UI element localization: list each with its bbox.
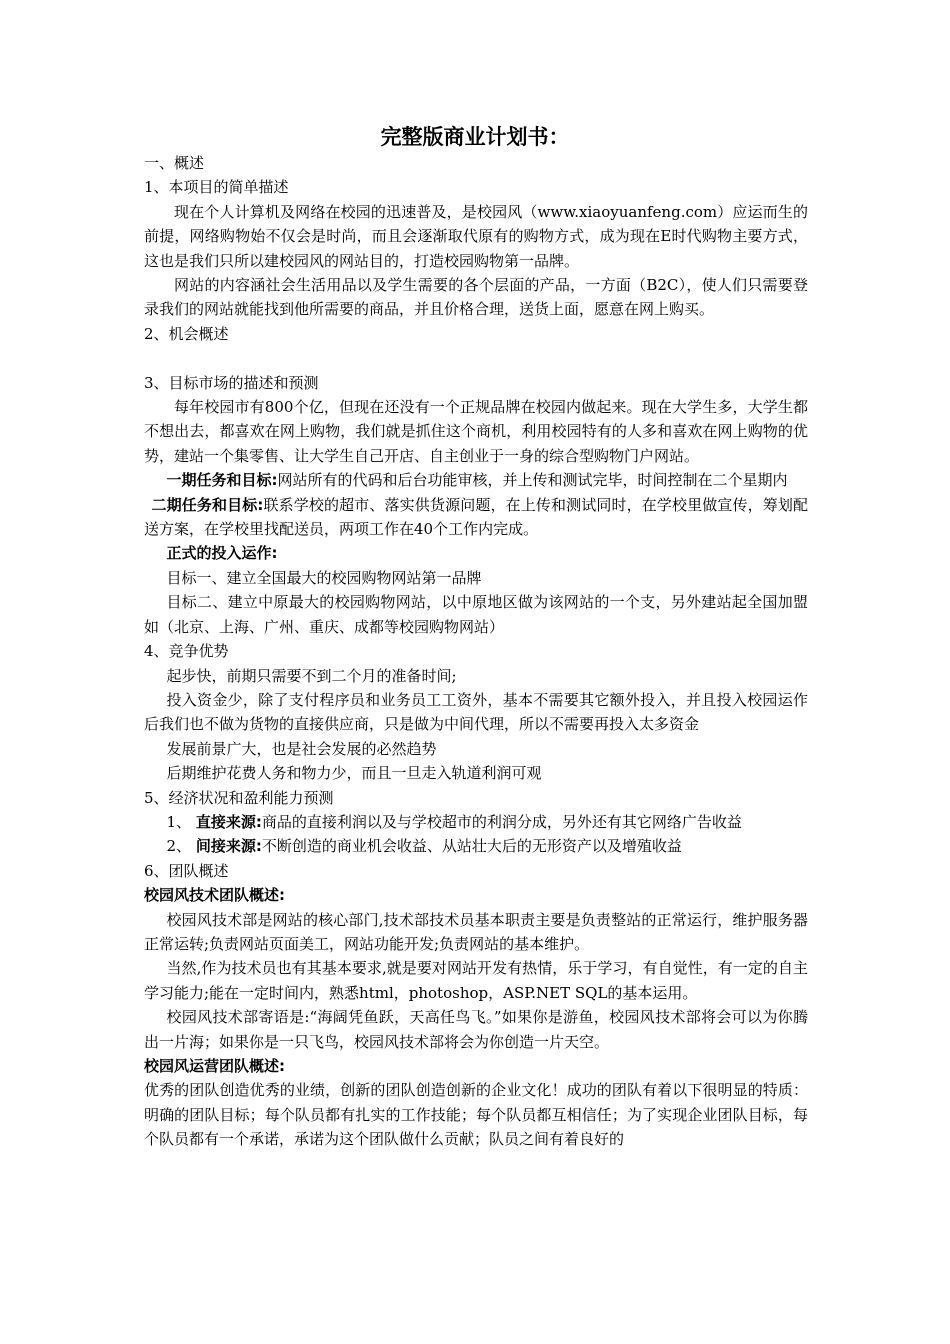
- income-item: [144, 834, 808, 858]
- paragraph: 网站的内容涵社会生活用品以及学生需要的各个层面的产品，一方面（B2C），使人们只需要登录我们的网站就能找到他所需要的商品，并且价格合理，送货上面，愿意在网上购买。: [144, 276, 808, 319]
- income-text: 商品的直接利润以及与学校超市的利润分成，另外还有其它网络广告收益: [261, 812, 742, 831]
- subsection-heading: 2、机会概述: [144, 324, 229, 343]
- subsection-heading: 6、团队概述: [144, 861, 229, 880]
- subsection-heading: 4、竞争优势: [144, 642, 229, 661]
- advantage-item: 起步快，前期只需要不到二个月的准备时间;: [166, 666, 457, 685]
- paragraph: 每年校园市有800个亿，但现在还没有一个正规品牌在校园内做起来。现在大学生多，大学生都不想出去，都喜欢在网上购物，我们就是抓住这个商机，利用校园特有的人多和喜欢在网上购物的优势，建站一个集零售、让大学生自己开店、自主创业于一身的综合型购物门户网站。: [144, 398, 808, 465]
- blank-line: [144, 346, 808, 370]
- team-heading: 校园风技术团队概述:: [144, 886, 285, 905]
- paragraph: 校园风技术部寄语是:“海阔凭鱼跃，天高任鸟飞。”如果你是游鱼，校园风技术部将会可以为你腾出一片海；如果你是一只飞鸟，校园风技术部将会为你创造一片天空。: [144, 1008, 808, 1051]
- phase1-text: 网站所有的代码和后台功能审核，并上传和测试完毕，时间控制在二个星期内: [277, 471, 788, 490]
- advantage-item: 投入资金少，除了支付程序员和业务员工工资外，基本不需要其它额外投入，并且投入校园运作后我们也不做为货物的直接供应商，只是做为中间代理，所以不需要再投入太多资金: [144, 690, 808, 734]
- document-title: 完整版商业计划书：: [380, 125, 570, 149]
- goal-item: 目标一、建立全国最大的校园购物网站第一品牌: [166, 568, 482, 587]
- income-item: [144, 810, 808, 834]
- formal-label: 正式的投入运作:: [166, 544, 278, 563]
- formal-operation-label: [144, 541, 808, 565]
- subsection-heading: 5、经济状况和盈利能力预测: [144, 788, 334, 807]
- paragraph: 现在个人计算机及网络在校园的迅速普及，是校园风（www.xiaoyuanfeng.com）应运而生的前提，网络购物始不仅会是时尚，而且会逐渐取代原有的购物方式，成为现在E时代购物主要方式，这也是我们只所以建校园风的网站目的，打造校园购物第一品牌。: [144, 202, 808, 270]
- subsection-heading: 3、目标市场的描述和预测: [144, 373, 319, 392]
- goal-item: 目标二、建立中原最大的校园购物网站，以中原地区做为该网站的一个支，另外建站起全国加盟如（北京、上海、广州、重庆、成都等校园购物网站）: [144, 593, 808, 636]
- subsection-heading: 1、本项目的简单描述: [144, 178, 289, 197]
- document-body: [144, 151, 808, 1152]
- phase1-label: 一期任务和目标:: [166, 471, 278, 490]
- income-label: 间接来源:: [195, 837, 262, 856]
- phase2-label: 二期任务和目标:: [151, 495, 264, 514]
- paragraph: 当然,作为技术员也有其基本要求,就是要对网站开发有热情，乐于学习，有自觉性，有一定的自主学习能力;能在一定时间内，熟悉html，photoshop，ASP.NET SQL的基本运用。: [144, 959, 808, 1002]
- income-text: 不断创造的商业机会收益、从站壮大后的无形资产以及增殖收益: [261, 837, 682, 856]
- paragraph-phase1: [144, 468, 808, 492]
- paragraph-phase2: [144, 493, 808, 542]
- paragraph: 优秀的团队创造优秀的业绩，创新的团队创造创新的企业文化！成功的团队有着以下很明显的特质：明确的团队目标；每个队员都有扎实的工作技能；每个队员都互相信任；为了实现企业团队目标，每个队员都有一个承诺，承诺为这个团队做什么贡献；队员之间有着良好的: [144, 1081, 808, 1149]
- income-label: 直接来源:: [195, 812, 262, 831]
- income-number: 1、: [166, 812, 192, 831]
- advantage-item: 发展前景广大，也是社会发展的必然趋势: [166, 739, 437, 758]
- phase2-text: 联系学校的超市、落实供货源问题，在上传和测试同时，在学校里做宣传，筹划配送方案，在学校里找配送员，两项工作在40个工作内完成。: [144, 495, 809, 539]
- section-heading: 一、概述: [144, 154, 205, 172]
- income-number: 2、: [166, 837, 192, 856]
- advantage-item: 后期维护花费人务和物力少，而且一旦走入轨道利润可观: [166, 764, 542, 783]
- team-heading: 校园风运营团队概述:: [144, 1057, 285, 1076]
- paragraph: 校园风技术部是网站的核心部门,技术部技术员基本职责主要是负责整站的正常运行，维护服务器正常运转;负责网站页面美工，网站功能开发;负责网站的基本维护。: [144, 910, 808, 953]
